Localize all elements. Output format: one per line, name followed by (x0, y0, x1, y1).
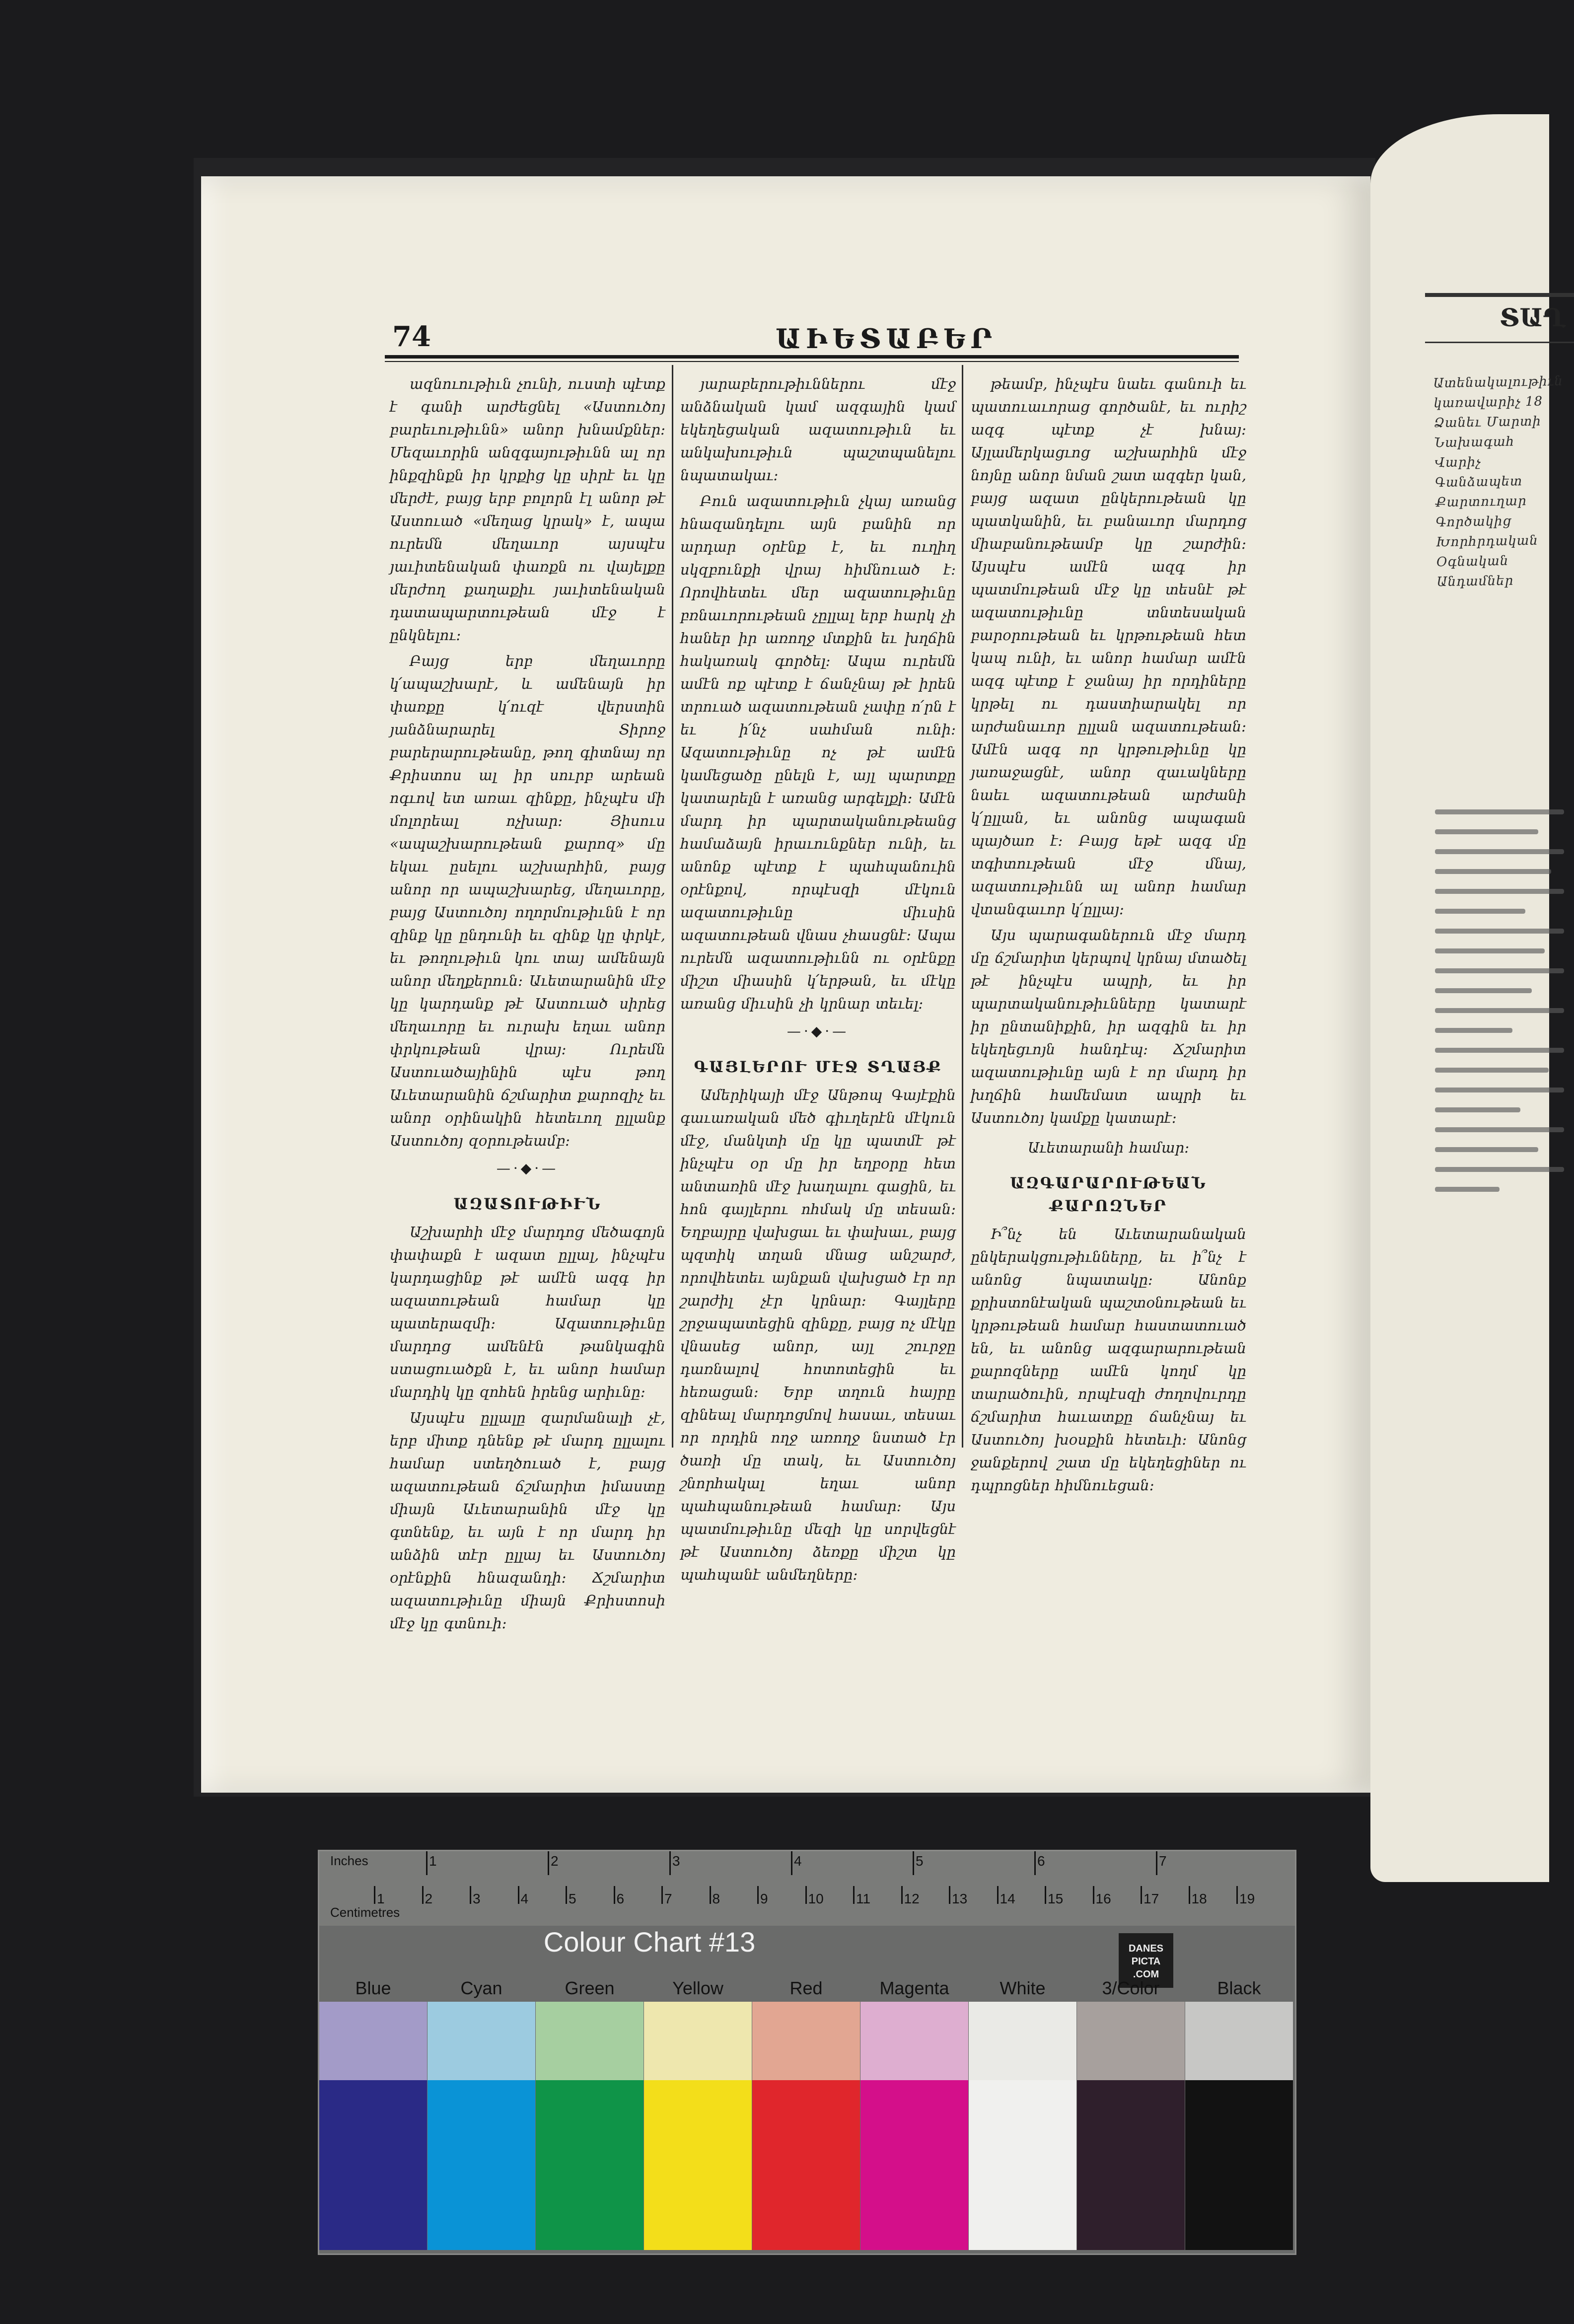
ruler-inch-label: 7 (1159, 1853, 1167, 1869)
swatch-tint (1077, 2002, 1185, 2080)
ruler-cm-label: 6 (616, 1891, 625, 1906)
ruler-cm-label: 18 (1191, 1891, 1207, 1906)
ruler-cm-tick (853, 1886, 855, 1904)
ruler-inch-tick (1156, 1851, 1157, 1875)
ruler-cm-label: 5 (569, 1891, 576, 1906)
ruler-inch-label: 2 (551, 1853, 559, 1869)
swatch-solid (536, 2080, 644, 2250)
ruler-inch-tick (426, 1851, 428, 1875)
swatch-label: Blue (355, 1978, 391, 1998)
column-3 (971, 372, 1246, 1497)
swatch-label: Cyan (460, 1978, 502, 1998)
ruler-inch-tick (548, 1851, 549, 1875)
ruler-cm-tick (805, 1886, 807, 1904)
ruler-inch-label: 6 (1037, 1853, 1045, 1869)
facing-page-body (1435, 809, 1564, 1207)
section-heading: ԱԶԱՏՈՒԹԻՒՆ (453, 1195, 602, 1213)
swatch-tint (969, 2002, 1076, 2080)
facing-page-title: ՏԱՂ (1500, 303, 1566, 332)
section-heading: ԱԶԳԱՐԱՐՈՒԹԵԱՆ ՔԱՐՈԶՆԵՐ (1010, 1174, 1207, 1215)
swatch-solid (644, 2080, 752, 2250)
ruler-cm-label: 12 (904, 1891, 920, 1906)
swatch-solid (1077, 2080, 1185, 2250)
document-page (201, 176, 1370, 1793)
masthead-rule (385, 355, 1239, 359)
ruler-cm-tick (566, 1886, 567, 1904)
ruler-cm-tick (422, 1886, 424, 1904)
swatch-solid (319, 2080, 427, 2250)
ruler-inch-tick (791, 1851, 792, 1875)
ruler-inch-label: 3 (672, 1853, 680, 1869)
swatch-solid (428, 2080, 535, 2250)
swatch-tint (860, 2002, 968, 2080)
swatch-solid (969, 2080, 1076, 2250)
swatch-solid (860, 2080, 968, 2250)
paragraph: Ի՞նչ են Աւետարանական ընկերակցութիւնները, եւ ի՞նչ է անոնց նպատակը։ Անոնք քրիստոնէական պաշտօնութեան եւ կրթութեան համար հաստատուած են, եւ անոնց ազգարարութեան քարոզները ամէն կողմ կը տարածուին, որպէսզի ժողովուրդը ճշմարիտ հաւատքը ճանչնայ եւ Աստուծոյ խօսքին հետեւի։ Անոնց ջանքերով շատ մը եկեղեցիներ ու դպրոցներ հիմնուեցան։ (971, 1226, 1246, 1494)
ruler-inch-tick (669, 1851, 671, 1875)
paragraph: ազնուութիւն չունի, ուստի պէտք է գանի արժեցնել «Աստուծոյ բարեւութիւնն» անոր խնամքներ։ Մեզաւորին անզգայութիւնն ալ որ ինքզինքն իր կրքից կը սիրէ եւ կը մերժէ, բայց երբ բոլորն էլ անոր թէ Աստուած «մեղաց կրակ» է, ապա ուրեմն մեղաւոր այսպէս յաւիտենական փառքն ու վայելքը մերժող քաղաքիւ յաւիտենական դատապարտութեան մէջ է ընկնելու։ (390, 375, 665, 644)
swatch-solid (752, 2080, 860, 2250)
swatch-tint (536, 2002, 644, 2080)
ruler-cm-label: 8 (712, 1891, 720, 1906)
swatch-tint (319, 2002, 427, 2080)
ruler-cm-tick (949, 1886, 950, 1904)
ruler-cm-tick (997, 1886, 999, 1904)
swatch-tint (1185, 2002, 1293, 2080)
ruler-cm-label: 10 (808, 1891, 824, 1906)
paragraph: Աշխարհի մէջ մարդոց մեծագոյն փափաքն է ազատ ըլլալ, ինչպէս կարդացինք թէ ամէն ազգ իր ազատութեան համար կը պատերազմի։ Ազատութիւնը մարդոց ամենէն թանկագին ստացուածքն է, եւ անոր համար մարդիկ կը զոհեն իրենց արիւնը։ (390, 1224, 665, 1400)
column-divider (672, 365, 673, 1448)
swatch-label: Yellow (672, 1978, 723, 1998)
swatch-label: Red (789, 1978, 823, 1998)
swatch-label: Magenta (879, 1978, 949, 1998)
ruler-cm-tick (1141, 1886, 1142, 1904)
ruler-cm-label: 7 (664, 1891, 672, 1906)
ruler-cm-label: 16 (1095, 1891, 1111, 1906)
ruler-cm-label: 14 (1000, 1891, 1015, 1906)
section-ornament: —·◆·— (496, 1160, 559, 1176)
swatch-label: White (1000, 1978, 1046, 1998)
swatch-tint (752, 2002, 860, 2080)
ruler-cm-tick (470, 1886, 471, 1904)
paragraph: թեամբ, ինչպէս նաեւ գանուի եւ պատուաւորաց գործանէ, եւ ուրիշ ազգ պէտք չէ խնայ։ Այլամերկացւոց աշխարհին մէջ նոյնը անոր նման շատ ազգեր կան, բայց ազատ ընկերութեան կը պատկանին, եւ բանաւոր մարդոց միաբանութեամբ կը շարժին։ Այսպէս ամէն ազգ իր պատմութեան մէջ կը տեսնէ թէ ազատութիւնը տնտեսական բարօրութեան եւ կրթութեան հետ կապ ունի, եւ անոր համար ամէն ազգ պէտք է ջանայ իր որդիները կրթել ու դաստիարակել որ արժանաւոր ըլլան ազատութեան։ Ամէն ազգ որ կրթութիւնը կը յառաջացնէ, անոր զաւակները նաեւ ազատութեան արժանի կ՛ըլլան, եւ անոնց ապագան պայծառ է։ Բայց եթէ ազգ մը տգիտութեան մէջ մնայ, ազատութիւնն ալ անոր համար վտանգաւոր կ՛ըլլայ։ (971, 375, 1246, 918)
ruler-cm-tick (661, 1886, 663, 1904)
ruler-cm-label: 3 (473, 1891, 481, 1906)
section-ornament: —·◆·— (787, 1023, 850, 1039)
ruler-cm-label: 1 (377, 1891, 385, 1906)
ruler-cm-tick (1045, 1886, 1046, 1904)
ruler-cm-tick (710, 1886, 711, 1904)
paragraph: Այսպէս ըլլալը զարմանալի չէ, երբ միտք դնենք թէ մարդ ըլլալու համար ստեղծուած է, բայց ազատութեան ճշմարիտ իմաստը միայն Աւետարանին մէջ կը գտնենք, եւ այն է որ մարդ իր անձին տէր ըլլայ եւ Աստուծոյ օրէնքին հնազանդի։ Ճշմարիտ ազատութիւնը միայն Քրիստոսի մէջ կը գտնուի։ (390, 1409, 665, 1632)
ruler-centimetres-label: Centimetres (330, 1905, 400, 1920)
swatch-solid (1185, 2080, 1293, 2250)
swatch-label: Black (1217, 1978, 1261, 1998)
ruler-cm-label: 15 (1048, 1891, 1064, 1906)
ruler-cm-tick (901, 1886, 903, 1904)
paragraph: Ամերիկայի մէջ Անթոպ Գայէքին գաւառական մեծ գիւղերէն մէկուն մէջ, մանկտի մը կը պատմէ թէ ինչպէս օր մը իր եղբօրը հետ անտառին մէջ խաղալու գացին, եւ հոն գայլերու ոհմակ մը տեսան։ Եղբայրը վախցաւ եւ փախաւ, բայց պզտիկ տղան մնաց անշարժ, որովհետեւ այնքան վախցած էր որ շարժիլ չէր կրնար։ Գայլերը շրջապատեցին զինքը, բայց ոչ մէկը վնասեց անոր, այլ շուրջը դառնալով հոտոտեցին եւ հեռացան։ Երբ տղուն հայրը զինեալ մարդոցմով հասաւ, տեսաւ որ որդին ողջ առողջ նստած էր ծառի մը տակ, եւ Աստուծոյ շնորհակալ եղաւ անոր պահպանութեան համար։ Այս պատմութիւնը մեզի կը սորվեցնէ թէ Աստուծոյ ձեռքը միշտ կը պահպանէ անմեղները։ (680, 1087, 956, 1583)
page-number: 74 (392, 320, 431, 353)
ruler-cm-label: 19 (1239, 1891, 1255, 1906)
ruler-cm-tick (1093, 1886, 1094, 1904)
facing-page (1370, 114, 1566, 1882)
paragraph: յարաբերութիւններու մէջ անձնական կամ ազգային կամ եկեղեցական ազատութիւն եւ անկախութիւն պաշտպանելու նպատակաւ։ (680, 375, 956, 484)
ruler-inch-tick (1034, 1851, 1036, 1875)
ruler-cm-label: 2 (425, 1891, 433, 1906)
ruler-cm-label: 17 (1144, 1891, 1159, 1906)
ruler-inch-label: 1 (429, 1853, 437, 1869)
paragraph: Այս պարագաներուն մէջ մարդ մը ճշմարիտ կերպով կրնայ մտածել թէ ինչպէս ապրի, եւ իր պարտականութիւնները կատարէ իր ընտանիքին, իր ազգին եւ իր եկեղեցւոյն հանդէպ։ Ճշմարիտ ազատութիւնը այն է որ մարդ իր խղճին համեմատ ապրի եւ Աստուծոյ կամքը կատարէ։ (971, 927, 1246, 1126)
ruler (319, 1851, 1295, 1926)
ruler-cm-tick (757, 1886, 759, 1904)
section-heading: ԳԱՅԼԵՐՈՒ ՄԷՋ ՏՂԱՅՔ (694, 1058, 942, 1076)
ruler-cm-label: 11 (856, 1891, 871, 1906)
ruler-cm-tick (518, 1886, 519, 1904)
ruler-cm-tick (374, 1886, 375, 1904)
column-2 (680, 372, 956, 1586)
swatch-label: 3/Color (1102, 1978, 1160, 1998)
ruler-cm-tick (614, 1886, 615, 1904)
masthead-rule-thin (385, 361, 1239, 362)
ruler-inch-label: 5 (916, 1853, 924, 1869)
ruler-inch-label: 4 (794, 1853, 802, 1869)
paragraph: Բայց երբ մեղաւորը կ՛ապաշխարէ, և ամենայն իր փառքը կ՛ուզէ վերստին յանձնարարել Տիրոջ բարերարութեանը, թող գիտնայ որ Քրիստոս ալ իր սուրբ արեան ոգւով ետ առաւ զինքը, ինչպէս մի մոլորեալ ոչխար։ Յիսուս «ապաշխարութեան քարոզ» մը եկաւ ըսելու աշխարհին, բայց անոր որ ապաշխարեց, մեղաւորը, բայց Աստուծոյ ողորմութիւնն է որ զինք կը ընդունի եւ զինք կը փրկէ, եւ թողութիւն կու տայ ամենայն անոր մեղքերուն։ Աւետարանին մէջ կը կարդանք թէ Աստուած սիրեց մեղաւորը եւ ուրախ եղաւ անոր փրկութեան վրայ։ Ուրեմն Աստուածայինին պէս թող Աւետարանին ճշմարիտ քարոզիչ եւ անոր օրինակին հետեւող ըլլանք Աստուծոյ զօրութեամբ։ (390, 653, 665, 1149)
swatch-tint (428, 2002, 535, 2080)
swatch-label: Green (565, 1978, 615, 1998)
ruler-inch-tick (913, 1851, 914, 1875)
colour-chart (318, 1850, 1296, 2255)
column-1 (390, 372, 665, 1635)
ruler-cm-label: 13 (952, 1891, 968, 1906)
paragraph: Բուն ազատութիւն չկայ առանց հնազանդելու այն բանին որ արդար օրէնք է, եւ ուղիղ սկզբունքի վրայ հիմնուած է։ Որովհետեւ մեր ազատութիւնը բռնաւորութեան չըլլալ երբ հարկ չի հաներ իր առողջ մտքին եւ խղճին հակառակ գործել։ Ապա ուրեմն ամէն ոք պէտք է ճանչնայ թէ իրեն տրուած ազատութեան չափը ո՛րն է եւ ի՛նչ սահման ունի։ Ազատութիւնը ոչ թէ ամէն կամեցածը ընելն է, այլ պարտքը կատարելն է առանց արգելքի։ Ամէն մարդ իր պարտականութեանց համաձայն իրաւունքներ ունի, եւ անոնք պէտք է պահպանուին օրէնքով, որպէսզի մէկուն ազատութիւնը միւսին ազատութեան վնաս չհասցնէ։ Ապա ուրեմն ազատութիւնն ու օրէնքը միշտ միասին կ՛երթան, եւ մէկը առանց միւսին չի կրնար տեւել։ (680, 493, 956, 1012)
brand-logo: DANES PICTA .COM (1119, 1933, 1173, 1988)
ruler-cm-label: 9 (760, 1891, 768, 1906)
ruler-cm-label: 4 (520, 1891, 529, 1906)
article-signature: Աւետարանի համար։ (1027, 1139, 1190, 1156)
journal-title: ԱԻԵՏԱԲԵՐ (775, 323, 998, 355)
ruler-inches-label: Inches (330, 1853, 368, 1868)
colour-chart-title: Colour Chart #13 (543, 1926, 756, 1958)
facing-page-text: Ատենակալութիւն կառավարիչ 18 Ձանեւ Մարտի Նախագահ Վարիչ Գանձապետ Քարտուղար Գործակից Խորհրդական Օգնական Անդամներ (1433, 373, 1564, 590)
ruler-cm-tick (1236, 1886, 1238, 1904)
ruler-cm-tick (1189, 1886, 1190, 1904)
swatch-tint (644, 2002, 752, 2080)
column-divider (962, 365, 963, 1448)
